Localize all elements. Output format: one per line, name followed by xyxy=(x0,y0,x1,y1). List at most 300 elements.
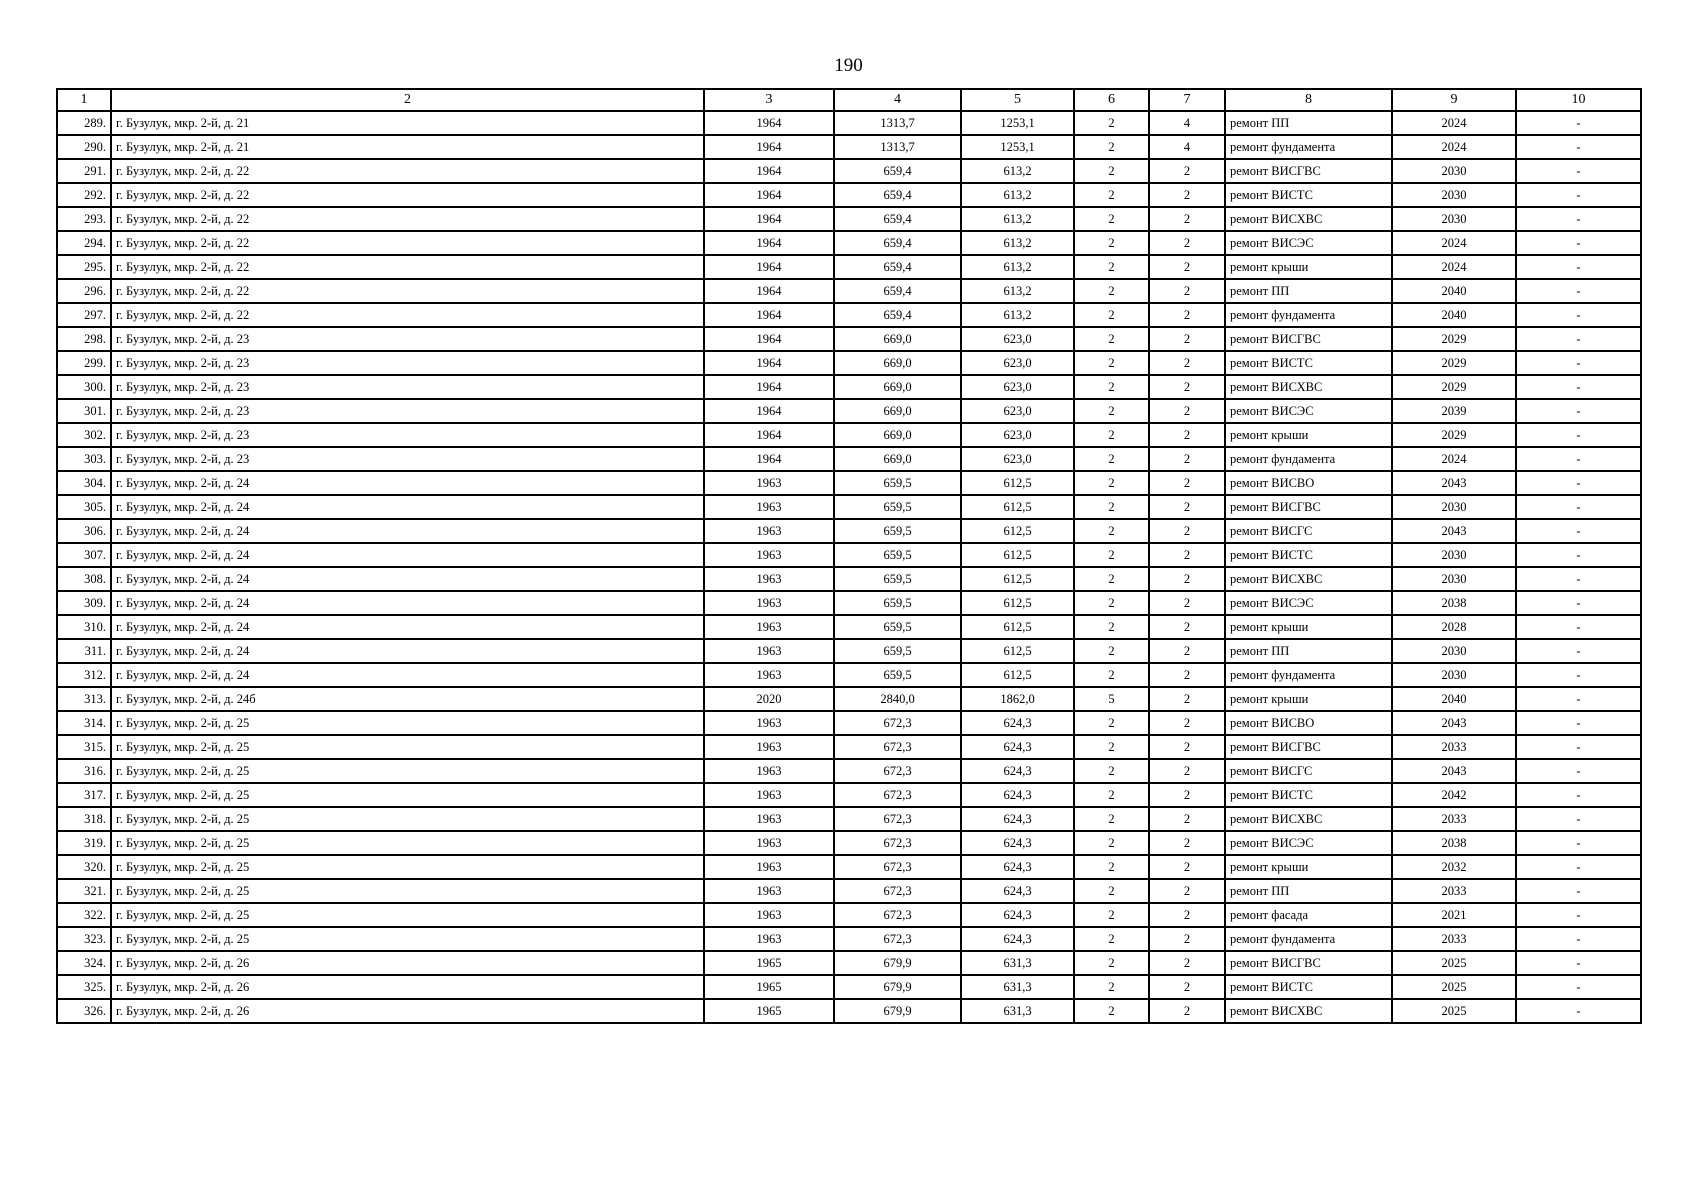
cell-repair-type: ремонт ВИСЭС xyxy=(1225,399,1392,423)
cell-row-number: 297. xyxy=(57,303,111,327)
cell-address: г. Бузулук, мкр. 2-й, д. 25 xyxy=(111,783,704,807)
cell-repair-type: ремонт ВИСЭС xyxy=(1225,831,1392,855)
cell-living-area: 612,5 xyxy=(961,471,1074,495)
cell-note: - xyxy=(1516,423,1641,447)
cell-total-area: 679,9 xyxy=(834,999,961,1023)
cell-row-number: 320. xyxy=(57,855,111,879)
cell-floors: 2 xyxy=(1074,975,1149,999)
cell-row-number: 301. xyxy=(57,399,111,423)
cell-total-area: 659,5 xyxy=(834,591,961,615)
cell-entrances: 2 xyxy=(1149,951,1225,975)
cell-total-area: 669,0 xyxy=(834,399,961,423)
cell-note: - xyxy=(1516,903,1641,927)
table-row xyxy=(57,879,1641,903)
cell-entrances: 2 xyxy=(1149,543,1225,567)
cell-note: - xyxy=(1516,111,1641,135)
cell-planned-year: 2025 xyxy=(1392,951,1516,975)
cell-address: г. Бузулук, мкр. 2-й, д. 25 xyxy=(111,807,704,831)
cell-total-area: 669,0 xyxy=(834,447,961,471)
cell-year-built: 1964 xyxy=(704,207,834,231)
cell-floors: 2 xyxy=(1074,711,1149,735)
cell-row-number: 303. xyxy=(57,447,111,471)
cell-planned-year: 2030 xyxy=(1392,183,1516,207)
cell-planned-year: 2033 xyxy=(1392,735,1516,759)
cell-year-built: 1964 xyxy=(704,375,834,399)
cell-address: г. Бузулук, мкр. 2-й, д. 23 xyxy=(111,423,704,447)
cell-entrances: 2 xyxy=(1149,807,1225,831)
cell-repair-type: ремонт крыши xyxy=(1225,615,1392,639)
cell-total-area: 659,5 xyxy=(834,615,961,639)
cell-entrances: 2 xyxy=(1149,759,1225,783)
cell-entrances: 2 xyxy=(1149,927,1225,951)
cell-address: г. Бузулук, мкр. 2-й, д. 25 xyxy=(111,927,704,951)
cell-note: - xyxy=(1516,447,1641,471)
cell-note: - xyxy=(1516,975,1641,999)
cell-note: - xyxy=(1516,255,1641,279)
cell-planned-year: 2029 xyxy=(1392,423,1516,447)
cell-total-area: 659,4 xyxy=(834,159,961,183)
cell-floors: 2 xyxy=(1074,135,1149,159)
cell-note: - xyxy=(1516,735,1641,759)
cell-year-built: 1963 xyxy=(704,663,834,687)
cell-entrances: 2 xyxy=(1149,399,1225,423)
cell-note: - xyxy=(1516,183,1641,207)
cell-planned-year: 2024 xyxy=(1392,447,1516,471)
cell-entrances: 2 xyxy=(1149,279,1225,303)
cell-note: - xyxy=(1516,135,1641,159)
cell-note: - xyxy=(1516,999,1641,1023)
page-number: 190 xyxy=(834,55,863,76)
cell-address: г. Бузулук, мкр. 2-й, д. 24 xyxy=(111,543,704,567)
cell-row-number: 323. xyxy=(57,927,111,951)
cell-repair-type: ремонт ВИСВО xyxy=(1225,711,1392,735)
cell-address: г. Бузулук, мкр. 2-й, д. 25 xyxy=(111,759,704,783)
cell-year-built: 1963 xyxy=(704,495,834,519)
table-row xyxy=(57,543,1641,567)
cell-year-built: 1963 xyxy=(704,519,834,543)
cell-address: г. Бузулук, мкр. 2-й, д. 23 xyxy=(111,375,704,399)
table-row xyxy=(57,591,1641,615)
column-header-4: 4 xyxy=(834,89,961,111)
cell-planned-year: 2033 xyxy=(1392,807,1516,831)
cell-address: г. Бузулук, мкр. 2-й, д. 26 xyxy=(111,975,704,999)
cell-entrances: 2 xyxy=(1149,687,1225,711)
cell-year-built: 1963 xyxy=(704,591,834,615)
cell-address: г. Бузулук, мкр. 2-й, д. 23 xyxy=(111,351,704,375)
cell-living-area: 631,3 xyxy=(961,975,1074,999)
cell-repair-type: ремонт ВИСГВС xyxy=(1225,951,1392,975)
table-row xyxy=(57,423,1641,447)
cell-floors: 2 xyxy=(1074,735,1149,759)
cell-entrances: 2 xyxy=(1149,663,1225,687)
cell-note: - xyxy=(1516,231,1641,255)
cell-living-area: 624,3 xyxy=(961,831,1074,855)
cell-living-area: 623,0 xyxy=(961,423,1074,447)
cell-year-built: 1965 xyxy=(704,999,834,1023)
cell-repair-type: ремонт ВИСГВС xyxy=(1225,735,1392,759)
cell-year-built: 1963 xyxy=(704,783,834,807)
cell-row-number: 312. xyxy=(57,663,111,687)
cell-row-number: 321. xyxy=(57,879,111,903)
cell-note: - xyxy=(1516,711,1641,735)
cell-row-number: 296. xyxy=(57,279,111,303)
cell-row-number: 292. xyxy=(57,183,111,207)
cell-planned-year: 2030 xyxy=(1392,495,1516,519)
cell-row-number: 322. xyxy=(57,903,111,927)
table-row xyxy=(57,951,1641,975)
cell-floors: 2 xyxy=(1074,495,1149,519)
cell-total-area: 2840,0 xyxy=(834,687,961,711)
cell-total-area: 672,3 xyxy=(834,831,961,855)
cell-entrances: 2 xyxy=(1149,423,1225,447)
cell-row-number: 309. xyxy=(57,591,111,615)
cell-living-area: 612,5 xyxy=(961,567,1074,591)
cell-row-number: 326. xyxy=(57,999,111,1023)
cell-floors: 2 xyxy=(1074,111,1149,135)
cell-row-number: 315. xyxy=(57,735,111,759)
cell-living-area: 624,3 xyxy=(961,879,1074,903)
cell-total-area: 679,9 xyxy=(834,951,961,975)
cell-note: - xyxy=(1516,663,1641,687)
cell-note: - xyxy=(1516,615,1641,639)
cell-living-area: 612,5 xyxy=(961,495,1074,519)
cell-planned-year: 2024 xyxy=(1392,111,1516,135)
cell-entrances: 2 xyxy=(1149,879,1225,903)
cell-row-number: 295. xyxy=(57,255,111,279)
cell-year-built: 1963 xyxy=(704,807,834,831)
cell-floors: 2 xyxy=(1074,567,1149,591)
cell-note: - xyxy=(1516,639,1641,663)
cell-floors: 2 xyxy=(1074,231,1149,255)
cell-repair-type: ремонт ВИСГВС xyxy=(1225,327,1392,351)
table-row xyxy=(57,639,1641,663)
cell-planned-year: 2030 xyxy=(1392,639,1516,663)
cell-living-area: 612,5 xyxy=(961,591,1074,615)
cell-total-area: 669,0 xyxy=(834,327,961,351)
cell-floors: 2 xyxy=(1074,183,1149,207)
cell-planned-year: 2040 xyxy=(1392,303,1516,327)
cell-row-number: 304. xyxy=(57,471,111,495)
cell-row-number: 306. xyxy=(57,519,111,543)
cell-entrances: 2 xyxy=(1149,207,1225,231)
cell-repair-type: ремонт ВИСГВС xyxy=(1225,159,1392,183)
cell-address: г. Бузулук, мкр. 2-й, д. 23 xyxy=(111,327,704,351)
cell-year-built: 1964 xyxy=(704,255,834,279)
cell-entrances: 2 xyxy=(1149,855,1225,879)
cell-row-number: 290. xyxy=(57,135,111,159)
cell-address: г. Бузулук, мкр. 2-й, д. 22 xyxy=(111,255,704,279)
cell-row-number: 293. xyxy=(57,207,111,231)
cell-living-area: 624,3 xyxy=(961,855,1074,879)
cell-repair-type: ремонт ВИСХВС xyxy=(1225,807,1392,831)
cell-entrances: 2 xyxy=(1149,975,1225,999)
cell-row-number: 313. xyxy=(57,687,111,711)
cell-entrances: 2 xyxy=(1149,471,1225,495)
cell-repair-type: ремонт ПП xyxy=(1225,111,1392,135)
cell-floors: 2 xyxy=(1074,159,1149,183)
table-row xyxy=(57,351,1641,375)
cell-repair-type: ремонт крыши xyxy=(1225,255,1392,279)
table-row xyxy=(57,807,1641,831)
cell-note: - xyxy=(1516,759,1641,783)
cell-entrances: 4 xyxy=(1149,111,1225,135)
cell-year-built: 1963 xyxy=(704,615,834,639)
cell-year-built: 1963 xyxy=(704,831,834,855)
cell-total-area: 672,3 xyxy=(834,927,961,951)
cell-living-area: 624,3 xyxy=(961,759,1074,783)
cell-living-area: 624,3 xyxy=(961,711,1074,735)
cell-planned-year: 2029 xyxy=(1392,375,1516,399)
cell-total-area: 669,0 xyxy=(834,423,961,447)
cell-row-number: 307. xyxy=(57,543,111,567)
cell-planned-year: 2021 xyxy=(1392,903,1516,927)
cell-note: - xyxy=(1516,279,1641,303)
cell-living-area: 612,5 xyxy=(961,639,1074,663)
cell-living-area: 613,2 xyxy=(961,303,1074,327)
table-row xyxy=(57,183,1641,207)
cell-address: г. Бузулук, мкр. 2-й, д. 25 xyxy=(111,903,704,927)
cell-year-built: 1963 xyxy=(704,639,834,663)
cell-repair-type: ремонт ВИСГВС xyxy=(1225,495,1392,519)
cell-total-area: 672,3 xyxy=(834,855,961,879)
cell-repair-type: ремонт ВИСХВС xyxy=(1225,375,1392,399)
cell-floors: 2 xyxy=(1074,327,1149,351)
cell-address: г. Бузулук, мкр. 2-й, д. 25 xyxy=(111,879,704,903)
column-header-8: 8 xyxy=(1225,89,1392,111)
cell-address: г. Бузулук, мкр. 2-й, д. 25 xyxy=(111,855,704,879)
cell-address: г. Бузулук, мкр. 2-й, д. 22 xyxy=(111,231,704,255)
cell-floors: 2 xyxy=(1074,831,1149,855)
cell-address: г. Бузулук, мкр. 2-й, д. 24 xyxy=(111,495,704,519)
cell-note: - xyxy=(1516,375,1641,399)
cell-year-built: 1964 xyxy=(704,231,834,255)
cell-entrances: 2 xyxy=(1149,495,1225,519)
cell-repair-type: ремонт фундамента xyxy=(1225,447,1392,471)
cell-total-area: 672,3 xyxy=(834,711,961,735)
table-row xyxy=(57,279,1641,303)
cell-entrances: 2 xyxy=(1149,903,1225,927)
housing-repair-table xyxy=(56,88,1642,1024)
table-body xyxy=(57,111,1641,1023)
cell-address: г. Бузулук, мкр. 2-й, д. 24 xyxy=(111,639,704,663)
cell-note: - xyxy=(1516,855,1641,879)
cell-living-area: 624,3 xyxy=(961,807,1074,831)
cell-row-number: 314. xyxy=(57,711,111,735)
cell-planned-year: 2029 xyxy=(1392,327,1516,351)
cell-entrances: 2 xyxy=(1149,591,1225,615)
cell-year-built: 1963 xyxy=(704,855,834,879)
table-row xyxy=(57,159,1641,183)
cell-planned-year: 2030 xyxy=(1392,543,1516,567)
cell-floors: 2 xyxy=(1074,447,1149,471)
cell-total-area: 659,4 xyxy=(834,279,961,303)
cell-year-built: 1964 xyxy=(704,303,834,327)
cell-entrances: 2 xyxy=(1149,639,1225,663)
cell-repair-type: ремонт ПП xyxy=(1225,279,1392,303)
cell-floors: 2 xyxy=(1074,783,1149,807)
cell-planned-year: 2038 xyxy=(1392,831,1516,855)
table-row xyxy=(57,519,1641,543)
table-row xyxy=(57,447,1641,471)
cell-row-number: 324. xyxy=(57,951,111,975)
cell-year-built: 1963 xyxy=(704,543,834,567)
cell-living-area: 612,5 xyxy=(961,663,1074,687)
cell-row-number: 317. xyxy=(57,783,111,807)
cell-address: г. Бузулук, мкр. 2-й, д. 23 xyxy=(111,447,704,471)
cell-row-number: 325. xyxy=(57,975,111,999)
cell-row-number: 308. xyxy=(57,567,111,591)
cell-repair-type: ремонт фундамента xyxy=(1225,135,1392,159)
cell-planned-year: 2040 xyxy=(1392,279,1516,303)
cell-floors: 2 xyxy=(1074,543,1149,567)
cell-repair-type: ремонт крыши xyxy=(1225,855,1392,879)
cell-repair-type: ремонт ВИСЭС xyxy=(1225,591,1392,615)
cell-floors: 2 xyxy=(1074,471,1149,495)
cell-living-area: 624,3 xyxy=(961,783,1074,807)
cell-repair-type: ремонт ВИСХВС xyxy=(1225,999,1392,1023)
cell-floors: 2 xyxy=(1074,855,1149,879)
cell-total-area: 1313,7 xyxy=(834,111,961,135)
cell-repair-type: ремонт фасада xyxy=(1225,903,1392,927)
cell-planned-year: 2043 xyxy=(1392,471,1516,495)
cell-total-area: 659,4 xyxy=(834,231,961,255)
cell-repair-type: ремонт фундамента xyxy=(1225,927,1392,951)
cell-living-area: 1253,1 xyxy=(961,111,1074,135)
cell-planned-year: 2040 xyxy=(1392,687,1516,711)
cell-total-area: 679,9 xyxy=(834,975,961,999)
cell-year-built: 1964 xyxy=(704,351,834,375)
table-row xyxy=(57,471,1641,495)
table-row xyxy=(57,903,1641,927)
cell-floors: 2 xyxy=(1074,903,1149,927)
cell-entrances: 2 xyxy=(1149,615,1225,639)
cell-living-area: 613,2 xyxy=(961,159,1074,183)
cell-entrances: 2 xyxy=(1149,519,1225,543)
table-row xyxy=(57,711,1641,735)
cell-living-area: 624,3 xyxy=(961,903,1074,927)
cell-repair-type: ремонт ПП xyxy=(1225,639,1392,663)
cell-note: - xyxy=(1516,207,1641,231)
table-row xyxy=(57,663,1641,687)
cell-row-number: 299. xyxy=(57,351,111,375)
cell-living-area: 623,0 xyxy=(961,327,1074,351)
cell-planned-year: 2030 xyxy=(1392,207,1516,231)
table-row xyxy=(57,375,1641,399)
cell-repair-type: ремонт ВИСВО xyxy=(1225,471,1392,495)
cell-living-area: 613,2 xyxy=(961,279,1074,303)
cell-note: - xyxy=(1516,807,1641,831)
cell-address: г. Бузулук, мкр. 2-й, д. 24 xyxy=(111,663,704,687)
cell-repair-type: ремонт ВИСГС xyxy=(1225,759,1392,783)
column-header-10: 10 xyxy=(1516,89,1641,111)
table-row xyxy=(57,975,1641,999)
cell-note: - xyxy=(1516,951,1641,975)
cell-entrances: 2 xyxy=(1149,327,1225,351)
cell-row-number: 319. xyxy=(57,831,111,855)
cell-living-area: 613,2 xyxy=(961,255,1074,279)
cell-address: г. Бузулук, мкр. 2-й, д. 25 xyxy=(111,711,704,735)
cell-entrances: 2 xyxy=(1149,183,1225,207)
cell-floors: 2 xyxy=(1074,351,1149,375)
cell-address: г. Бузулук, мкр. 2-й, д. 24 xyxy=(111,615,704,639)
cell-entrances: 2 xyxy=(1149,351,1225,375)
cell-floors: 5 xyxy=(1074,687,1149,711)
cell-note: - xyxy=(1516,519,1641,543)
cell-floors: 2 xyxy=(1074,279,1149,303)
cell-planned-year: 2028 xyxy=(1392,615,1516,639)
cell-row-number: 316. xyxy=(57,759,111,783)
cell-living-area: 613,2 xyxy=(961,231,1074,255)
column-header-5: 5 xyxy=(961,89,1074,111)
cell-entrances: 2 xyxy=(1149,711,1225,735)
cell-planned-year: 2025 xyxy=(1392,999,1516,1023)
cell-planned-year: 2043 xyxy=(1392,519,1516,543)
column-header-6: 6 xyxy=(1074,89,1149,111)
table-row xyxy=(57,927,1641,951)
cell-planned-year: 2029 xyxy=(1392,351,1516,375)
cell-entrances: 2 xyxy=(1149,999,1225,1023)
cell-note: - xyxy=(1516,159,1641,183)
cell-address: г. Бузулук, мкр. 2-й, д. 25 xyxy=(111,735,704,759)
cell-note: - xyxy=(1516,471,1641,495)
cell-total-area: 669,0 xyxy=(834,375,961,399)
cell-address: г. Бузулук, мкр. 2-й, д. 22 xyxy=(111,159,704,183)
cell-entrances: 2 xyxy=(1149,783,1225,807)
cell-entrances: 2 xyxy=(1149,231,1225,255)
cell-repair-type: ремонт ВИСТС xyxy=(1225,975,1392,999)
cell-total-area: 672,3 xyxy=(834,807,961,831)
table-row xyxy=(57,399,1641,423)
cell-note: - xyxy=(1516,303,1641,327)
column-header-7: 7 xyxy=(1149,89,1225,111)
cell-total-area: 672,3 xyxy=(834,879,961,903)
cell-year-built: 1963 xyxy=(704,711,834,735)
cell-living-area: 631,3 xyxy=(961,999,1074,1023)
cell-address: г. Бузулук, мкр. 2-й, д. 25 xyxy=(111,831,704,855)
cell-total-area: 669,0 xyxy=(834,351,961,375)
cell-entrances: 2 xyxy=(1149,831,1225,855)
cell-row-number: 291. xyxy=(57,159,111,183)
cell-year-built: 1963 xyxy=(704,879,834,903)
cell-repair-type: ремонт фундамента xyxy=(1225,303,1392,327)
cell-floors: 2 xyxy=(1074,375,1149,399)
cell-row-number: 302. xyxy=(57,423,111,447)
cell-repair-type: ремонт ПП xyxy=(1225,879,1392,903)
cell-note: - xyxy=(1516,687,1641,711)
cell-total-area: 659,5 xyxy=(834,543,961,567)
table-row xyxy=(57,255,1641,279)
cell-repair-type: ремонт ВИСТС xyxy=(1225,783,1392,807)
cell-living-area: 613,2 xyxy=(961,183,1074,207)
cell-year-built: 1963 xyxy=(704,471,834,495)
cell-row-number: 298. xyxy=(57,327,111,351)
cell-year-built: 1964 xyxy=(704,135,834,159)
cell-living-area: 623,0 xyxy=(961,447,1074,471)
table-row xyxy=(57,831,1641,855)
cell-living-area: 612,5 xyxy=(961,543,1074,567)
cell-note: - xyxy=(1516,327,1641,351)
cell-floors: 2 xyxy=(1074,639,1149,663)
cell-living-area: 613,2 xyxy=(961,207,1074,231)
column-header-9: 9 xyxy=(1392,89,1516,111)
cell-year-built: 1964 xyxy=(704,399,834,423)
cell-living-area: 623,0 xyxy=(961,375,1074,399)
table-row xyxy=(57,783,1641,807)
cell-note: - xyxy=(1516,591,1641,615)
cell-planned-year: 2024 xyxy=(1392,135,1516,159)
cell-floors: 2 xyxy=(1074,423,1149,447)
cell-floors: 2 xyxy=(1074,255,1149,279)
